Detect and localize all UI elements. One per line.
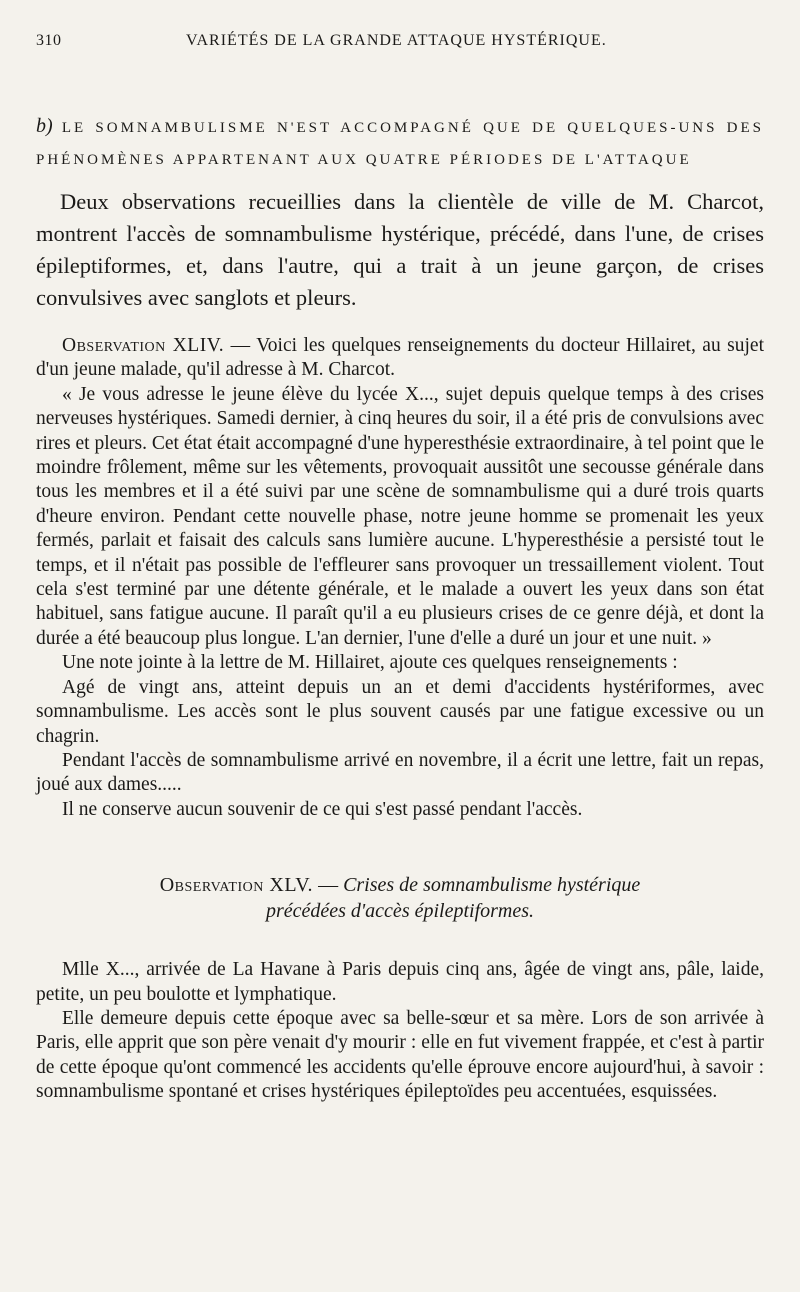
book-page xyxy=(36,24,764,1105)
observation-45-heading-line1 xyxy=(36,872,764,898)
running-title: VARIÉTÉS DE LA GRANDE ATTAQUE HYSTÉRIQUE. xyxy=(186,32,607,49)
paragraph: « Je vous adresse le jeune élève du lycée X..., sujet depuis quelque temps à des crises nerveuses hystériques. Samedi dernier, à cinq heures du soir, il a été pris de convulsions avec rires et pleurs. Cet état était accompagné d'une hyperesthésie extraordinaire, à tel point que le moindre frôlement, même sur les vêtements, provoquait aussitôt une secousse générale dans tous les membres et il a été suivi par une scène de somnambulisme qui a duré trois quarts d'heure environ. Pendant cette nouvelle phase, notre jeune homme se promenait les yeux fermés, parlait et faisait des calculs sans lumière aucune. L'hyperesthésie a persisté tout le temps, et il n'était pas possible de l'effleurer sans provoquer un tressaillement violent. Tout cela s'est terminé par une détente générale, et le malade a ouvert les yeux dans son état habituel, sans fatigue aucune. Il paraît qu'il a eu plusieurs crises de ce genre déjà, et dont la durée a été beaucoup plus longue. L'an dernier, l'une d'elle a duré un jour et une nuit. » xyxy=(36,383,764,649)
observation-45-label: Observation XLV. xyxy=(159,874,314,897)
section-heading xyxy=(36,110,764,176)
observation-45-title-line1: Crises de somnambulisme hystérique xyxy=(343,874,641,897)
page-number: 310 xyxy=(36,32,62,49)
observation-45 xyxy=(36,958,764,1104)
paragraph: Mlle X..., arrivée de La Havane à Paris depuis cinq ans, âgée de vingt ans, pâle, laide, petite, un peu boulotte et lymphatique. xyxy=(36,959,764,1005)
observation-44-label: Observation XLIV. xyxy=(62,335,225,356)
paragraph: Une note jointe à la lettre de M. Hillairet, ajoute ces quelques renseignements : xyxy=(62,652,678,674)
observation-45-heading xyxy=(36,872,764,924)
running-head xyxy=(36,24,764,54)
lead-paragraph xyxy=(36,186,764,314)
observation-44-intro-text: — Voici les quelques renseignements du docteur Hillairet, au sujet d'un jeune malade, qu'il adresse à M. Charcot. xyxy=(36,335,764,381)
section-heading-text: LE SOMNAMBULISME N'EST ACCOMPAGNÉ QUE DE QUELQUES-UNS DES PHÉNOMÈNES APPARTENANT AUX QUATRE PÉRIODES DE L'ATTAQUE xyxy=(36,120,764,168)
lead-text: Deux observations recueillies dans la clientèle de ville de M. Charcot, montrent l'accès de somnambulisme hystérique, précédé, dans l'une, de crises épileptiformes, et, dans l'autre, qui a trait à un jeune garçon, de crises convulsives avec sanglots et pleurs. xyxy=(36,189,764,310)
observation-45-title-line2: précédées d'accès épileptiformes. xyxy=(265,900,535,923)
paragraph: Il ne conserve aucun souvenir de ce qui s'est passé pendant l'accès. xyxy=(62,798,583,820)
section-letter: b) xyxy=(36,115,53,137)
observation-44-intro xyxy=(36,334,764,383)
observation-45-dash: — xyxy=(313,874,344,897)
paragraph: Elle demeure depuis cette époque avec sa belle-sœur et sa mère. Lors de son arrivée à Paris, elle apprit que son père venait d'y mourir : elle en fut vivement frappée, et c'est à partir de cette époque qu'ont commencé les accidents qu'elle éprouve encore aujourd'hui, à savoir : somnambulisme spontané et crises hystériques épileptoïdes peu accentuées, esquissées. xyxy=(36,1007,764,1103)
observation-44 xyxy=(36,334,764,822)
paragraph: Agé de vingt ans, atteint depuis un an et demi d'accidents hystériformes, avec somnambulisme. Les accès sont le plus souvent causés par une fatigue excessive ou un chagrin. xyxy=(36,676,764,747)
paragraph: Pendant l'accès de somnambulisme arrivé en novembre, il a écrit une lettre, fait un repas, joué aux dames..... xyxy=(36,749,764,796)
